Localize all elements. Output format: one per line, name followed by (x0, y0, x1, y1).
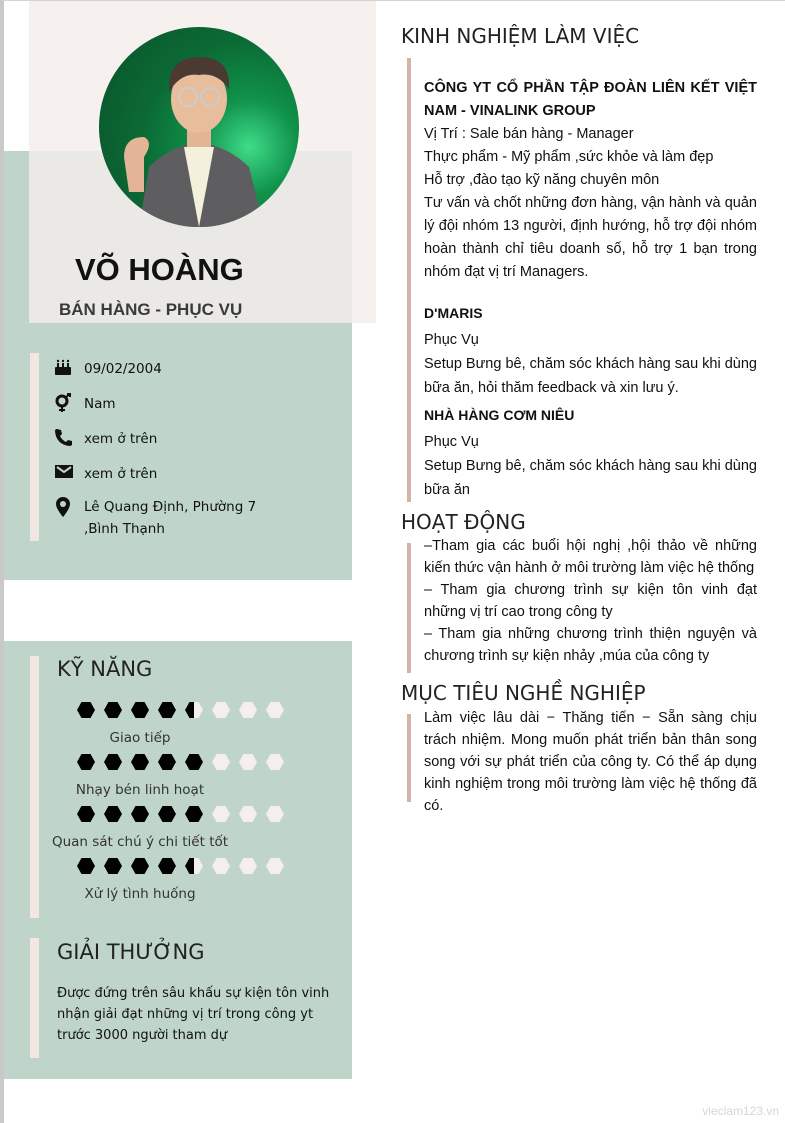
activity-item: – Tham gia những chương trình thiện nguyện và chương trình sự kiện nhảy ,múa của công ty (424, 626, 757, 664)
email-icon (54, 463, 84, 486)
candidate-role: BÁN HÀNG - PHỤC VỤ (59, 300, 243, 319)
info-email (54, 463, 157, 486)
job-line: Setup Bưng bê, chăm sóc khách hàng sau khi dùng bữa ăn, hỏi thăm feedback và xin lưu ý. (424, 356, 757, 396)
rating-hexagon (158, 858, 176, 874)
skill-rating (77, 754, 284, 770)
info-text: 09/02/2004 (84, 361, 162, 377)
job-company: D'MARIS (424, 305, 483, 321)
job-company: CÔNG YT CỔ PHẦN TẬP ĐOÀN LIÊN KẾT VIỆT NAM - VINALINK GROUP (424, 80, 757, 119)
rating-hexagon (158, 702, 176, 718)
rating-hexagon (104, 702, 122, 718)
info-phone (54, 428, 157, 453)
skills-accent-bar (30, 656, 39, 918)
job-line: Setup Bưng bê, chăm sóc khách hàng sau khi dùng bữa ăn (424, 458, 757, 498)
info-text: xem ở trên (84, 466, 158, 482)
activity-item: –Tham gia các buổi hội nghị ,hội thảo về những kiến thức vận hành ở môi trường làm việc hệ thống (424, 538, 757, 576)
candidate-name: VÕ HOÀNG (75, 252, 244, 287)
rating-hexagon (131, 754, 149, 770)
objective-accent-bar (407, 714, 411, 802)
rating-hexagon (131, 806, 149, 822)
rating-hexagon (104, 858, 122, 874)
skill-rating (77, 702, 284, 718)
rating-hexagon (212, 702, 230, 718)
job-entry (424, 302, 757, 400)
job-entry (424, 404, 757, 502)
activity-item: – Tham gia chương trình sự kiện tôn vinh đạt những vị trí cao trong công ty (424, 582, 757, 620)
rating-hexagon (266, 702, 284, 718)
skill-label: Xử lý tình huống (84, 886, 196, 902)
activities-heading: HOẠT ĐỘNG (401, 510, 526, 534)
rating-hexagon (185, 702, 203, 718)
rating-hexagon (212, 806, 230, 822)
info-text: xem ở trên (84, 431, 158, 447)
awards-text: Được đứng trên sâu khấu sự kiện tôn vinh nhận giải đạt những vị trí trong công yt trước 3000 người tham dự (57, 986, 330, 1043)
experience-accent-bar (407, 58, 411, 502)
job-line: Phục Vụ (424, 332, 479, 348)
watermark: vieclam123.vn (702, 1104, 779, 1118)
profile-photo (99, 27, 299, 227)
job-line: Thực phẩm - Mỹ phẩm ,sức khỏe và làm đẹp (424, 149, 714, 165)
location-icon (54, 496, 84, 540)
job-company: NHÀ HÀNG CƠM NIÊU (424, 407, 575, 423)
rating-hexagon (158, 806, 176, 822)
rating-hexagon (104, 806, 122, 822)
rating-hexagon (185, 858, 203, 874)
rating-hexagon (185, 754, 203, 770)
rating-hexagon (212, 858, 230, 874)
rating-hexagon (185, 806, 203, 822)
skills-heading: KỸ NĂNG (57, 657, 153, 681)
info-text: Lê Quang Định, Phường 7 ,Bình Thạnh (84, 499, 257, 537)
rating-hexagon (131, 702, 149, 718)
skill-label: Nhạy bén linh hoạt (75, 782, 205, 798)
experience-list (424, 77, 757, 502)
rating-hexagon (266, 858, 284, 874)
experience-heading: KINH NGHIỆM LÀM VIỆC (401, 24, 640, 48)
skill-label: Quan sát chú ý chi tiết tốt (51, 834, 229, 850)
rating-hexagon (266, 754, 284, 770)
job-line: Tư vấn và chốt những đơn hàng, vận hành và quản lý đội nhóm 13 người, định hướng, hỗ trợ đội nhóm hoàn thành chỉ tiêu doanh số, hỗ trợ 1 bạn trong nhóm đạt vị trí Managers. (424, 195, 757, 280)
job-line: Phục Vụ (424, 434, 479, 450)
rating-hexagon (212, 754, 230, 770)
gender-icon (54, 393, 84, 420)
job-line: Vị Trí : Sale bán hàng - Manager (424, 126, 634, 142)
rating-hexagon (239, 702, 257, 718)
rating-hexagon (104, 754, 122, 770)
rating-hexagon (77, 806, 95, 822)
activities-list (424, 535, 757, 667)
info-address (54, 496, 294, 540)
birthday-cake-icon (54, 358, 84, 383)
rating-hexagon (158, 754, 176, 770)
rating-hexagon (77, 858, 95, 874)
info-gender (54, 393, 116, 420)
info-text: Nam (84, 396, 116, 412)
job-line: Hỗ trợ ,đào tạo kỹ năng chuyên môn (424, 172, 660, 188)
rating-hexagon (239, 806, 257, 822)
info-birthday (54, 358, 162, 383)
objective-heading: MỤC TIÊU NGHỀ NGHIỆP (401, 681, 646, 705)
rating-hexagon (77, 702, 95, 718)
skill-label: Giao tiếp (109, 730, 171, 746)
objective-text: Làm việc lâu dài − Thăng tiến − Sẵn sàng chịu trách nhiệm. Mong muốn phát triển bản thân song song với sự phát triển của công ty. Có thể áp dụng kinh nghiệm trong môi trường làm việc hệ thống đã có. (424, 710, 757, 814)
info-accent-bar (30, 353, 39, 541)
skill-rating (77, 806, 284, 822)
rating-hexagon (239, 754, 257, 770)
rating-hexagon (239, 858, 257, 874)
rating-hexagon (131, 858, 149, 874)
rating-hexagon (266, 806, 284, 822)
rating-hexagon (77, 754, 95, 770)
phone-icon (54, 428, 84, 453)
awards-accent-bar (30, 938, 39, 1058)
skill-rating (77, 858, 284, 874)
awards-heading: GIẢI THƯỞNG (57, 940, 205, 964)
job-entry (424, 77, 757, 284)
activities-accent-bar (407, 543, 411, 673)
